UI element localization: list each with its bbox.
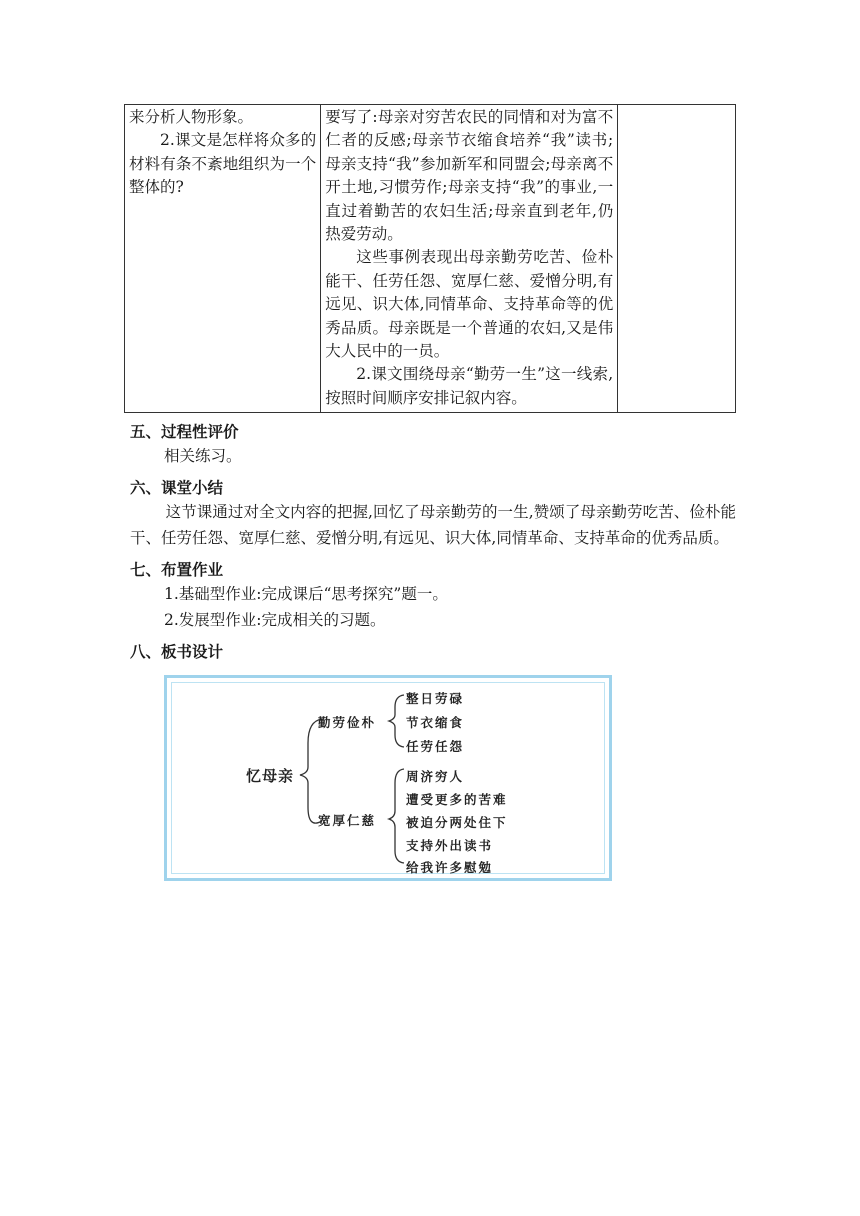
homework-item-1: 1.基础型作业:完成课后“思考探究”题一。 [164,585,448,604]
answer-paragraph-1: 要写了:母亲对穷苦农民的同情和对为富不仁者的反感;母亲节衣缩食培养“我”读书;母亲支持“我”参加新军和同盟会;母亲离不开土地,习惯劳作;母亲支持“我”的事业,一直过着勤苦的农妇生活;母亲直到老年,仍热爱劳动。 [325,108,614,244]
brace-lines [172,683,602,871]
section-7-title: 七、布置作业 [130,561,224,580]
section-6-text: 这节课通过对全文内容的把握,回忆了母亲勤劳的一生,赞颂了母亲勤劳吃苦、俭朴能干、任劳任怨、宽厚仁慈、爱憎分明,有远见、识大体,同情革命、支持革命的优秀品质。 [130,503,736,548]
blackboard-inner [171,682,605,874]
branch2-item: 周济穷人 [406,769,465,785]
branch2-item: 支持外出读书 [406,838,494,854]
table-cell-answer [321,105,618,413]
section-8-title: 八、板书设计 [130,643,224,662]
section-5-text: 相关练习。 [164,447,242,466]
answer-paragraph-3: 2.课文围绕母亲“勤劳一生”这一线索,按照时间顺序安排记叙内容。 [325,365,614,407]
board-title: 忆母亲 [246,767,295,786]
branch1-item: 任劳任怨 [406,739,465,755]
branch2-label: 宽厚仁慈 [318,813,377,829]
homework-item-2: 2.发展型作业:完成相关的习题。 [164,611,386,630]
section-6-title: 六、课堂小结 [130,479,224,498]
section-5-title: 五、过程性评价 [130,423,239,442]
answer-paragraph-2: 这些事例表现出母亲勤劳吃苦、俭朴能干、任劳任怨、宽厚仁慈、爱憎分明,有远见、识大体,同情革命、支持革命等的优秀品质。母亲既是一个普通的农妇,又是伟大人民中的一员。 [325,248,614,361]
document-body [124,104,738,881]
question-2: 2.课文是怎样将众多的材料有条不紊地组织为一个整体的? [129,131,317,197]
main-brace [300,719,322,823]
question-line: 来分析人物形象。 [129,108,254,126]
branch1-brace [389,695,404,747]
lesson-table [124,104,736,413]
branch2-brace [389,769,404,863]
branch1-item: 节衣缩食 [406,715,465,731]
branch1-label: 勤劳俭朴 [318,715,377,731]
table-cell-notes [618,105,736,413]
blackboard-design [164,675,612,881]
branch2-item: 遭受更多的苦难 [406,792,508,808]
table-cell-question [125,105,321,413]
branch2-item: 给我许多慰勉 [406,860,494,876]
branch1-item: 整日劳碌 [406,691,465,707]
branch2-item: 被迫分两处住下 [406,815,508,831]
